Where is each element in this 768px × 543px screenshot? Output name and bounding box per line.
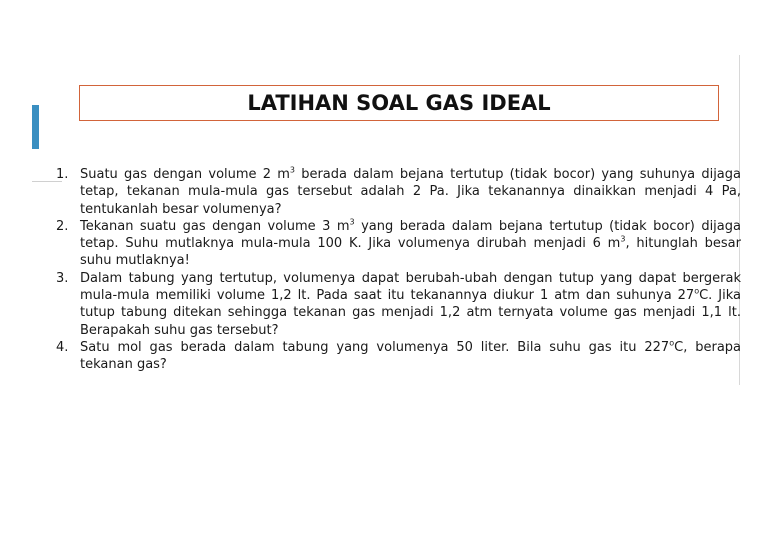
question-text: Satu mol gas berada dalam tabung yang volumenya 50 liter. Bila suhu gas itu 227	[80, 339, 670, 355]
question-number: 4.	[56, 339, 69, 355]
title-box	[79, 85, 719, 121]
question-item	[56, 339, 741, 374]
question-list	[56, 166, 741, 374]
superscript: 3	[289, 165, 295, 175]
question-item	[56, 166, 741, 218]
question-text: Suatu gas dengan volume 2 m	[80, 167, 290, 182]
superscript: o	[669, 338, 675, 348]
superscript: 3	[620, 234, 626, 244]
question-text: Tekanan suatu gas dengan volume 3 m	[80, 218, 350, 234]
page-title: LATIHAN SOAL GAS IDEAL	[247, 91, 551, 115]
question-number: 1.	[56, 167, 69, 182]
question-number: 3.	[56, 270, 69, 286]
question-text: , hitunglah besar suhu mutlaknya!	[80, 236, 741, 269]
question-text: C, berapa tekanan gas?	[80, 339, 742, 373]
question-text: yang berada dalam bejana tertutup (tidak bocor) dijaga tetap. Suhu mutlaknya mula-mula 100 K. Jika volumenya dirubah menjadi 6 m	[80, 218, 741, 252]
question-item	[56, 270, 741, 339]
superscript: o	[694, 286, 700, 296]
question-text: C. Jika tutup tabung ditekan sehingga tekanan gas menjadi 1,2 atm ternyata volume gas menjadi 1,1 lt. Berapakah suhu gas tersebut?	[80, 288, 741, 338]
question-text: Dalam tabung yang tertutup, volumenya dapat berubah-ubah dengan tutup yang dapat bergerak mula-mula memiliki volume 1,2 lt. Pada saat itu tekanannya diukur 1 atm dan suhunya 27	[80, 270, 741, 304]
question-number: 2.	[56, 218, 69, 234]
accent-bar	[32, 105, 39, 149]
superscript: 3	[349, 217, 355, 227]
question-item	[56, 218, 741, 270]
question-text: berada dalam bejana tertutup (tidak bocor) yang suhunya dijaga tetap, tekanan mula-mula gas tersebut adalah 2 Pa. Jika tekanannya dinaikkan menjadi 4 Pa, tentukanlah besar volumenya?	[80, 167, 741, 217]
